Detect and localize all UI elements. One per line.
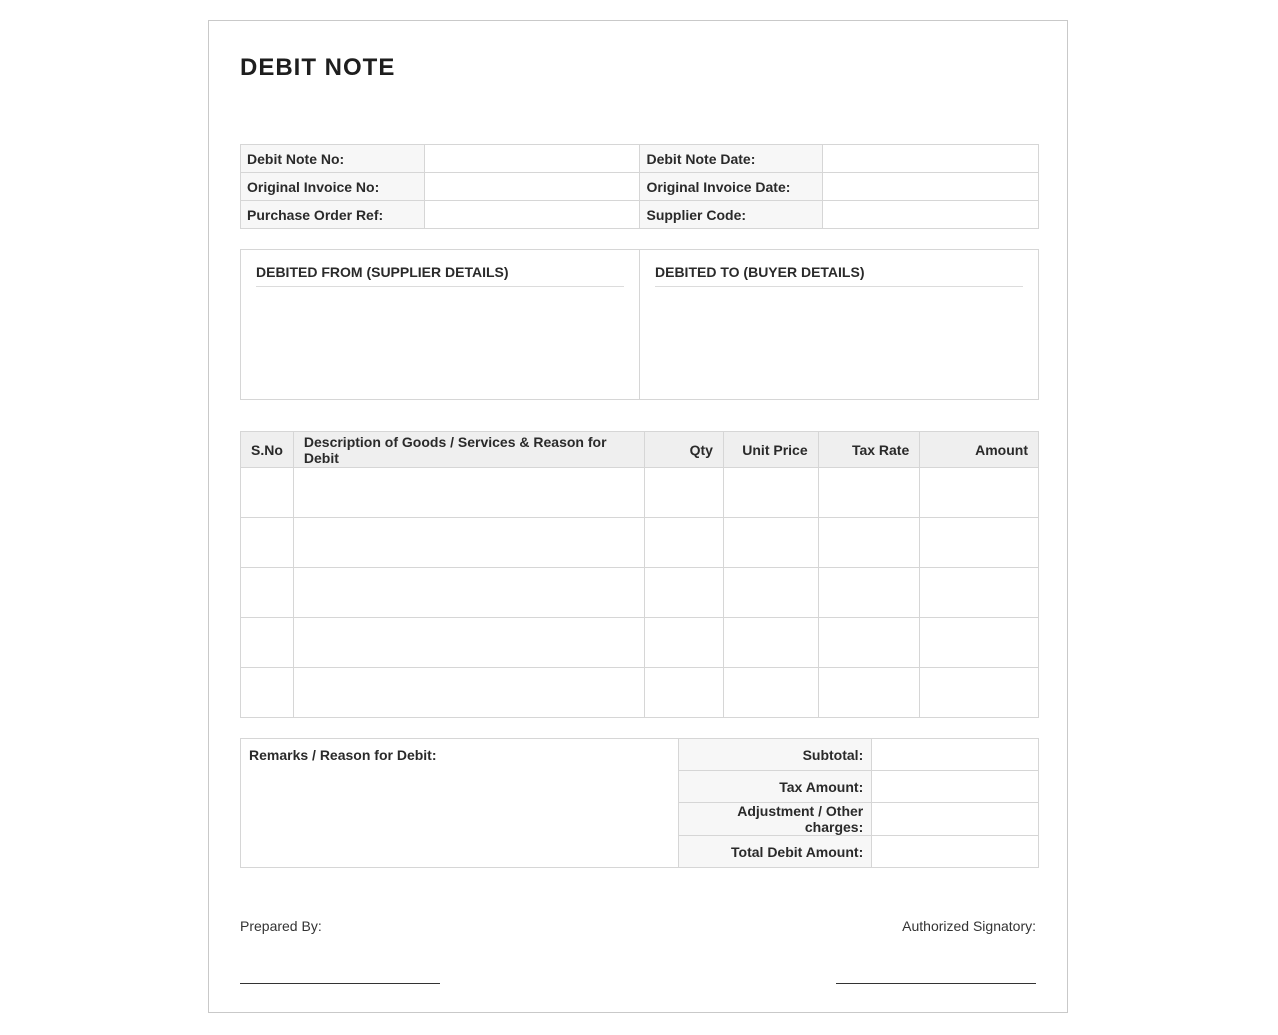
items-table: [240, 431, 1039, 718]
cell-description[interactable]: [293, 568, 644, 618]
debit-note-date-label: Debit Note Date:: [640, 145, 823, 173]
cell-qty[interactable]: [645, 668, 724, 718]
cell-sno[interactable]: [241, 518, 294, 568]
remarks-box[interactable]: [241, 739, 679, 868]
document-title: DEBIT NOTE: [240, 54, 396, 81]
cell-sno[interactable]: [241, 668, 294, 718]
cell-description[interactable]: [293, 518, 644, 568]
table-row: [241, 518, 1039, 568]
buyer-details-box[interactable]: [639, 250, 1038, 399]
col-header-sno: S.No: [241, 432, 294, 468]
cell-qty[interactable]: [645, 618, 724, 668]
cell-sno[interactable]: [241, 568, 294, 618]
table-row: [241, 618, 1039, 668]
cell-tax-rate[interactable]: [818, 618, 920, 668]
cell-unit-price[interactable]: [723, 668, 818, 718]
cell-description[interactable]: [293, 618, 644, 668]
original-invoice-no-field[interactable]: [424, 173, 640, 201]
cell-tax-rate[interactable]: [818, 518, 920, 568]
cell-description[interactable]: [293, 468, 644, 518]
party-details: [240, 249, 1039, 400]
total-debit-amount-field[interactable]: [872, 836, 1039, 868]
debit-note-no-field[interactable]: [424, 145, 640, 173]
debit-note-sheet: [208, 20, 1068, 1013]
cell-amount[interactable]: [920, 668, 1039, 718]
items-header-row: [241, 432, 1039, 468]
col-header-qty: Qty: [645, 432, 724, 468]
meta-row-purchase-order: [241, 201, 1039, 229]
original-invoice-no-label: Original Invoice No:: [241, 173, 425, 201]
summary-table: [240, 738, 1039, 868]
buyer-details-title: DEBITED TO (BUYER DETAILS): [655, 264, 1023, 287]
cell-tax-rate[interactable]: [818, 668, 920, 718]
table-row: [241, 468, 1039, 518]
original-invoice-date-field[interactable]: [823, 173, 1039, 201]
cell-tax-rate[interactable]: [818, 568, 920, 618]
purchase-order-ref-label: Purchase Order Ref:: [241, 201, 425, 229]
prepared-by-signature-line[interactable]: [240, 983, 440, 984]
cell-description[interactable]: [293, 668, 644, 718]
table-row: [241, 668, 1039, 718]
prepared-by-label: Prepared By:: [240, 918, 322, 934]
col-header-amount: Amount: [920, 432, 1039, 468]
supplier-code-field[interactable]: [823, 201, 1039, 229]
supplier-details-box[interactable]: [241, 250, 639, 399]
col-header-tax-rate: Tax Rate: [818, 432, 920, 468]
cell-unit-price[interactable]: [723, 518, 818, 568]
debit-note-date-field[interactable]: [823, 145, 1039, 173]
meta-row-debit-note: [241, 145, 1039, 173]
cell-amount[interactable]: [920, 468, 1039, 518]
supplier-details-title: DEBITED FROM (SUPPLIER DETAILS): [256, 264, 624, 287]
tax-amount-field[interactable]: [872, 771, 1039, 803]
tax-amount-label: Tax Amount:: [679, 771, 872, 803]
total-debit-amount-label: Total Debit Amount:: [679, 836, 872, 868]
cell-amount[interactable]: [920, 568, 1039, 618]
supplier-code-label: Supplier Code:: [640, 201, 823, 229]
authorized-signatory-label: Authorized Signatory:: [902, 918, 1036, 934]
cell-unit-price[interactable]: [723, 468, 818, 518]
cell-sno[interactable]: [241, 618, 294, 668]
meta-table: [240, 144, 1039, 229]
cell-qty[interactable]: [645, 568, 724, 618]
authorized-signature-line[interactable]: [836, 983, 1036, 984]
cell-sno[interactable]: [241, 468, 294, 518]
adjustment-label: Adjustment / Other charges:: [679, 803, 872, 836]
remarks-label: Remarks / Reason for Debit:: [249, 747, 437, 763]
cell-qty[interactable]: [645, 468, 724, 518]
subtotal-field[interactable]: [872, 739, 1039, 771]
col-header-unit-price: Unit Price: [723, 432, 818, 468]
cell-qty[interactable]: [645, 518, 724, 568]
purchase-order-ref-field[interactable]: [424, 201, 640, 229]
cell-amount[interactable]: [920, 518, 1039, 568]
subtotal-label: Subtotal:: [679, 739, 872, 771]
table-row: [241, 568, 1039, 618]
summary-row-subtotal: [241, 739, 1039, 771]
cell-tax-rate[interactable]: [818, 468, 920, 518]
adjustment-field[interactable]: [872, 803, 1039, 836]
original-invoice-date-label: Original Invoice Date:: [640, 173, 823, 201]
cell-unit-price[interactable]: [723, 568, 818, 618]
cell-amount[interactable]: [920, 618, 1039, 668]
meta-row-original-invoice: [241, 173, 1039, 201]
col-header-description: Description of Goods / Services & Reason for Debit: [293, 432, 644, 468]
debit-note-no-label: Debit Note No:: [241, 145, 425, 173]
cell-unit-price[interactable]: [723, 618, 818, 668]
